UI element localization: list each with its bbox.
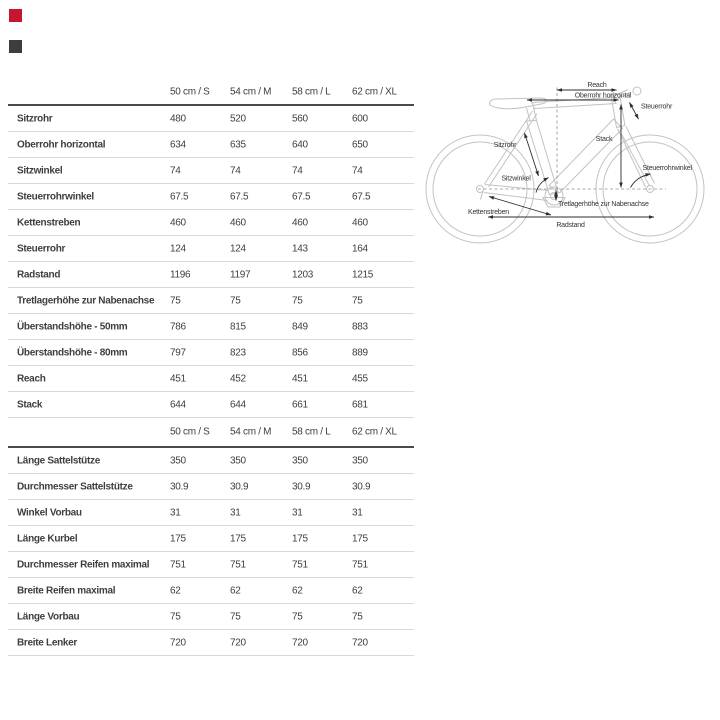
seat-tube xyxy=(527,121,559,195)
cell-value: 751 xyxy=(352,559,368,570)
cell-value: 644 xyxy=(230,399,246,410)
cell-value: 67.5 xyxy=(292,191,311,202)
cell-value: 451 xyxy=(170,373,186,384)
cell-value: 75 xyxy=(170,611,181,622)
row-label: Breite Lenker xyxy=(17,637,78,648)
fork xyxy=(618,127,655,188)
down-tube xyxy=(549,119,623,193)
cell-value: 460 xyxy=(352,217,368,228)
size-column-header: 50 cm / S xyxy=(170,426,210,438)
size-column-header: 54 cm / M xyxy=(230,426,272,438)
diagram-label-steuerrohr: Steuerrohr xyxy=(641,103,673,111)
diagram-label-tretlager: Tretlagerhöhe zur Nabenachse xyxy=(558,201,649,208)
diagram-label-reach: Reach xyxy=(587,82,607,89)
cell-value: 124 xyxy=(230,243,246,254)
cell-value: 856 xyxy=(292,347,308,358)
cell-value: 650 xyxy=(352,139,368,150)
bike-geometry-diagram xyxy=(420,75,720,250)
cell-value: 164 xyxy=(352,243,368,254)
cell-value: 720 xyxy=(352,637,368,648)
row-label: Steuerrohr xyxy=(17,243,66,254)
cell-value: 520 xyxy=(230,113,246,124)
diagram-label-sitzrohr: Sitzrohr xyxy=(493,142,517,149)
cell-value: 175 xyxy=(292,533,308,544)
cell-value: 67.5 xyxy=(170,191,189,202)
row-label: Sitzwinkel xyxy=(17,165,63,176)
cell-value: 74 xyxy=(352,165,363,176)
cell-value: 75 xyxy=(230,611,241,622)
cell-value: 751 xyxy=(292,559,308,570)
table-row xyxy=(8,448,414,474)
seatpost xyxy=(527,108,537,122)
size-column-header: 58 cm / L xyxy=(292,426,331,438)
geometry-table xyxy=(8,80,414,656)
row-label: Länge Sattelstütze xyxy=(17,455,100,466)
cell-value: 480 xyxy=(170,113,186,124)
cell-value: 75 xyxy=(170,295,181,306)
table-row xyxy=(8,526,414,552)
cell-value: 786 xyxy=(170,321,186,332)
diagram-label-steuerrohrwinkel: Steuerrohrwinkel xyxy=(642,165,692,172)
cell-value: 350 xyxy=(352,455,368,466)
cell-value: 74 xyxy=(170,165,181,176)
row-label: Überstandshöhe - 50mm xyxy=(17,321,128,332)
table-row xyxy=(8,106,414,132)
cell-value: 452 xyxy=(230,373,246,384)
diagram-label-kettenstreben: Kettenstreben xyxy=(468,209,509,216)
cell-value: 75 xyxy=(292,611,303,622)
cell-value: 175 xyxy=(352,533,368,544)
cell-value: 1196 xyxy=(170,269,191,280)
cell-value: 67.5 xyxy=(230,191,249,202)
cell-value: 681 xyxy=(352,399,368,410)
cell-value: 815 xyxy=(230,321,246,332)
cell-value: 75 xyxy=(352,295,363,306)
cell-value: 460 xyxy=(230,217,246,228)
row-label: Steuerrohrwinkel xyxy=(17,191,94,202)
cell-value: 455 xyxy=(352,373,368,384)
cell-value: 823 xyxy=(230,347,246,358)
logo-red-square xyxy=(9,9,22,22)
diagram-label-oberrohr: Oberrohr horizontal xyxy=(574,92,632,100)
row-label: Breite Reifen maximal xyxy=(17,585,116,596)
diagram-label-radstand: Radstand xyxy=(556,222,585,229)
row-label: Durchmesser Sattelstütze xyxy=(17,481,133,492)
cell-value: 143 xyxy=(292,243,308,254)
table-row xyxy=(8,630,414,656)
cell-value: 175 xyxy=(170,533,186,544)
row-label: Winkel Vorbau xyxy=(17,507,82,518)
row-label: Länge Vorbau xyxy=(17,611,80,622)
size-column-header: 62 cm / XL xyxy=(352,426,397,438)
cell-value: 30.9 xyxy=(170,481,189,492)
table-row xyxy=(8,340,414,366)
cell-value: 635 xyxy=(230,139,246,150)
cell-value: 640 xyxy=(292,139,308,150)
table-row xyxy=(8,262,414,288)
size-column-header: 62 cm / XL xyxy=(352,86,397,98)
cell-value: 1203 xyxy=(292,269,314,280)
table-row xyxy=(8,392,414,418)
diagram-label-stack: Stack xyxy=(595,136,613,143)
cell-value: 350 xyxy=(230,455,246,466)
cell-value: 883 xyxy=(352,321,368,332)
cell-value: 74 xyxy=(230,165,241,176)
table-row xyxy=(8,288,414,314)
cell-value: 720 xyxy=(292,637,308,648)
cell-value: 67.5 xyxy=(352,191,371,202)
sitzrohr-arrow xyxy=(525,133,539,176)
size-header-row xyxy=(8,80,414,106)
cell-value: 31 xyxy=(292,507,303,518)
row-label: Überstandshöhe - 80mm xyxy=(17,347,128,358)
cell-value: 31 xyxy=(170,507,181,518)
cell-value: 350 xyxy=(292,455,308,466)
table-row xyxy=(8,578,414,604)
table-row xyxy=(8,132,414,158)
cell-value: 889 xyxy=(352,347,368,358)
cell-value: 62 xyxy=(170,585,181,596)
cell-value: 560 xyxy=(292,113,308,124)
size-column-header: 50 cm / S xyxy=(170,86,210,98)
cell-value: 75 xyxy=(292,295,303,306)
table-row xyxy=(8,474,414,500)
cell-value: 644 xyxy=(170,399,186,410)
size-column-header: 54 cm / M xyxy=(230,86,272,98)
cell-value: 62 xyxy=(352,585,363,596)
cell-value: 175 xyxy=(230,533,246,544)
row-label: Reach xyxy=(17,373,46,384)
steuerrohr-arrow xyxy=(630,103,639,120)
row-label: Durchmesser Reifen maximal xyxy=(17,559,150,570)
row-label: Sitzrohr xyxy=(17,113,53,124)
cell-value: 31 xyxy=(352,507,363,518)
cell-value: 75 xyxy=(230,295,241,306)
size-column-header: 58 cm / L xyxy=(292,86,331,98)
row-label: Radstand xyxy=(17,269,61,280)
table-row xyxy=(8,236,414,262)
cell-value: 1197 xyxy=(230,269,251,280)
row-label: Stack xyxy=(17,399,43,410)
cell-value: 797 xyxy=(170,347,186,358)
size-header-row xyxy=(8,418,414,448)
cell-value: 350 xyxy=(170,455,186,466)
row-label: Kettenstreben xyxy=(17,217,81,228)
cell-value: 124 xyxy=(170,243,186,254)
table-row xyxy=(8,500,414,526)
table-row xyxy=(8,604,414,630)
table-row xyxy=(8,552,414,578)
cell-value: 75 xyxy=(352,611,363,622)
cell-value: 1215 xyxy=(352,269,374,280)
cell-value: 634 xyxy=(170,139,186,150)
row-label: Länge Kurbel xyxy=(17,533,78,544)
table-row xyxy=(8,314,414,340)
table-row xyxy=(8,366,414,392)
cell-value: 600 xyxy=(352,113,368,124)
cell-value: 849 xyxy=(292,321,308,332)
cell-value: 62 xyxy=(230,585,241,596)
row-label: Oberrohr horizontal xyxy=(17,139,106,150)
table-row xyxy=(8,158,414,184)
logo-dark-square xyxy=(9,40,22,53)
cell-value: 30.9 xyxy=(230,481,249,492)
row-label: Tretlagerhöhe zur Nabenachse xyxy=(17,295,155,306)
cell-value: 62 xyxy=(292,585,303,596)
cell-value: 751 xyxy=(230,559,246,570)
cell-value: 74 xyxy=(292,165,303,176)
cell-value: 720 xyxy=(230,637,246,648)
table-row xyxy=(8,184,414,210)
table-row xyxy=(8,210,414,236)
cell-value: 30.9 xyxy=(292,481,311,492)
cell-value: 31 xyxy=(230,507,241,518)
cell-value: 661 xyxy=(292,399,308,410)
cell-value: 720 xyxy=(170,637,186,648)
cell-value: 460 xyxy=(292,217,308,228)
cell-value: 460 xyxy=(170,217,186,228)
handlebar-grip xyxy=(633,87,641,95)
cell-value: 451 xyxy=(292,373,308,384)
diagram-label-sitzwinkel: Sitzwinkel xyxy=(501,175,531,183)
cell-value: 30.9 xyxy=(352,481,371,492)
cell-value: 751 xyxy=(170,559,186,570)
